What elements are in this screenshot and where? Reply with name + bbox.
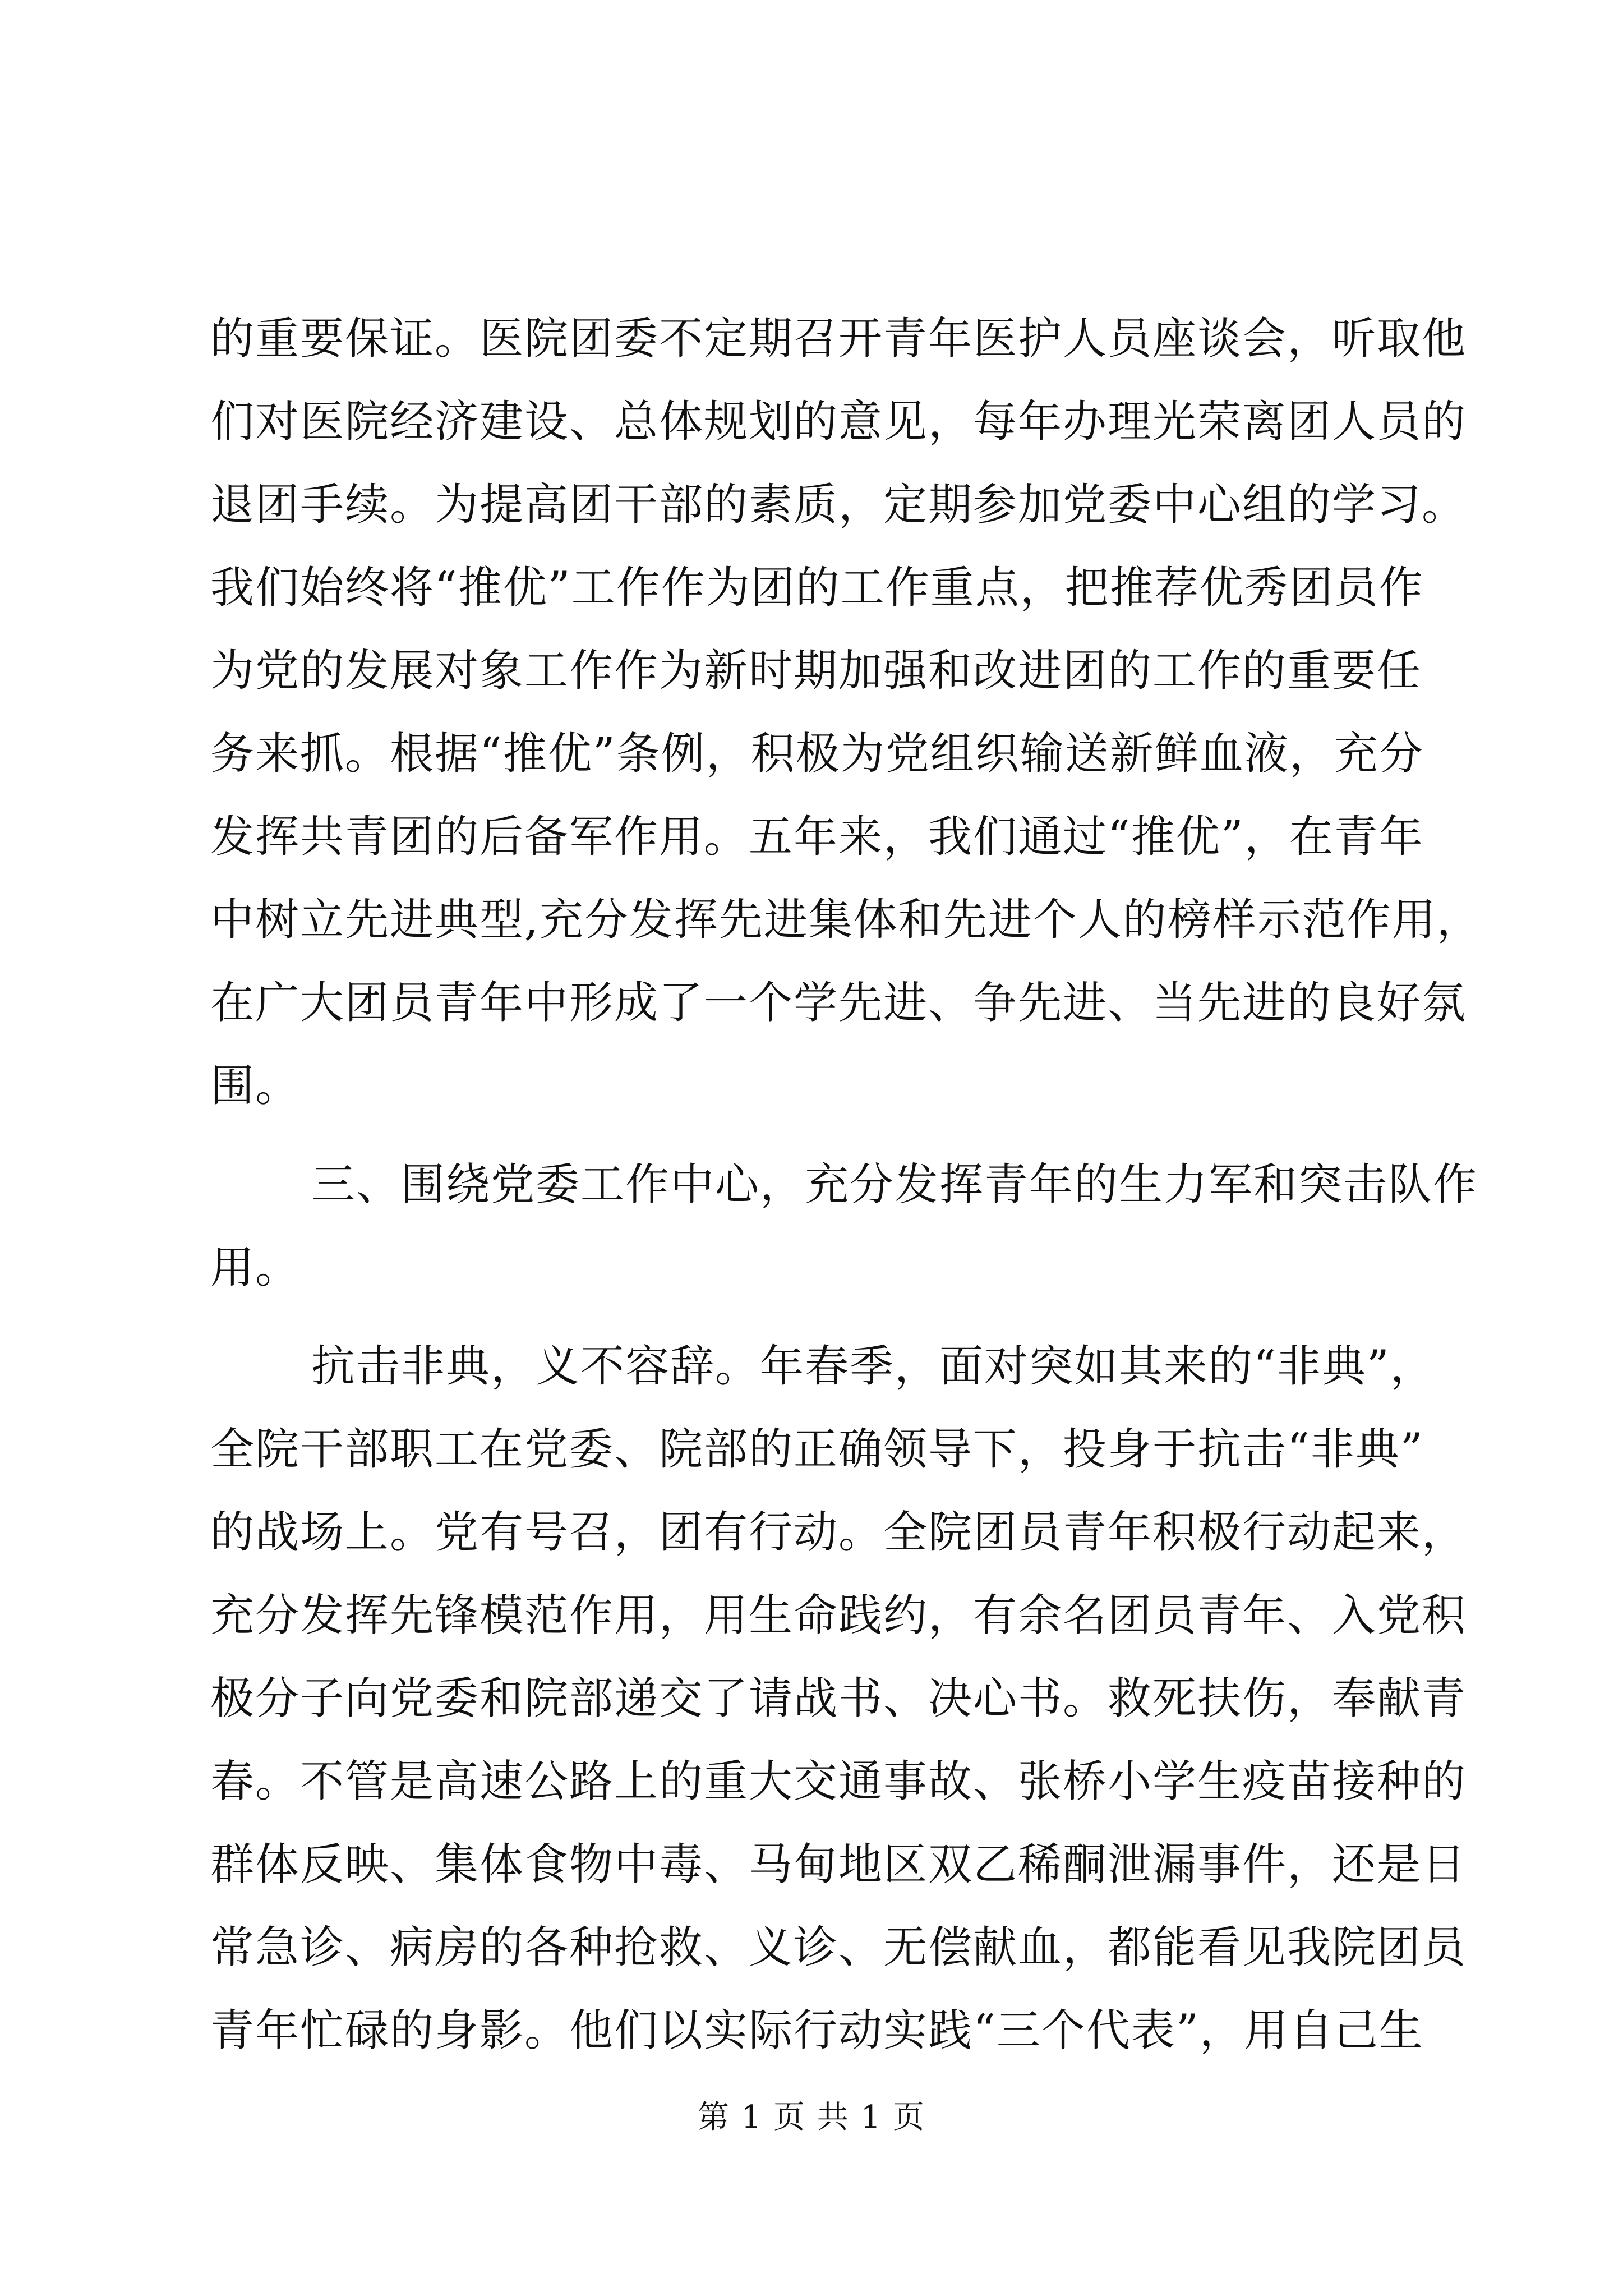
text-line: 常急诊、病房的各种抢救、义诊、无偿献血，都能看见我院团员	[210, 1922, 1467, 1973]
text-line: 在广大团员青年中形成了一个学先进、争先进、当先进的良好氛	[210, 978, 1467, 1028]
text-line: 中树立先进典型,充分发挥先进集体和先进个人的榜样示范作用，	[210, 895, 1482, 945]
section-heading: 三、围绕党委工作中心，充分发挥青年的生力军和突击队作	[311, 1159, 1478, 1210]
text-line: 的战场上。党有号召，团有行动。全院团员青年积极行动起来，	[210, 1507, 1467, 1558]
text-line: 充分发挥先锋模范作用，用生命践约，有余名团员青年、入党积	[210, 1590, 1467, 1641]
text-line: 发挥共青团的后备军作用。五年来，我们通过“推优”，在青年	[210, 812, 1424, 862]
text-line: 退团手续。为提高团干部的素质，定期参加党委中心组的学习。	[210, 480, 1467, 530]
text-line: 们对医院经济建设、总体规划的意见，每年办理光荣离团人员的	[210, 397, 1467, 447]
text-line: 青年忙碌的身影。他们以实际行动实践“三个代表”，用自己生	[210, 2005, 1424, 2056]
text-line: 的重要保证。医院团委不定期召开青年医护人员座谈会，听取他	[210, 314, 1467, 364]
document-body	[210, 297, 1482, 2072]
text-line: 务来抓。根据“推优”条例，积极为党组织输送新鲜血液，充分	[210, 729, 1424, 779]
text-line: 极分子向党委和院部递交了请战书、决心书。救死扶伤，奉献青	[210, 1673, 1467, 1724]
text-line: 围。	[210, 1061, 301, 1111]
text-line: 春。不管是高速公路上的重大交通事故、张桥小学生疫苗接种的	[210, 1756, 1467, 1807]
text-line: 全院干部职工在党委、院部的正确领导下，投身于抗击“非典”	[210, 1424, 1424, 1475]
section-heading-continuation: 用。	[210, 1243, 301, 1293]
text-line: 群体反映、集体食物中毒、马甸地区双乙稀酮泄漏事件，还是日	[210, 1839, 1467, 1890]
text-line: 我们始终将“推优”工作作为团的工作重点，把推荐优秀团员作	[210, 563, 1424, 613]
page-footer: 第 1 页 共 1 页	[697, 2099, 926, 2136]
text-line: 为党的发展对象工作作为新时期加强和改进团的工作的重要任	[210, 646, 1422, 696]
text-line: 抗击非典，义不容辞。年春季，面对突如其来的“非典”，	[311, 1341, 1435, 1392]
